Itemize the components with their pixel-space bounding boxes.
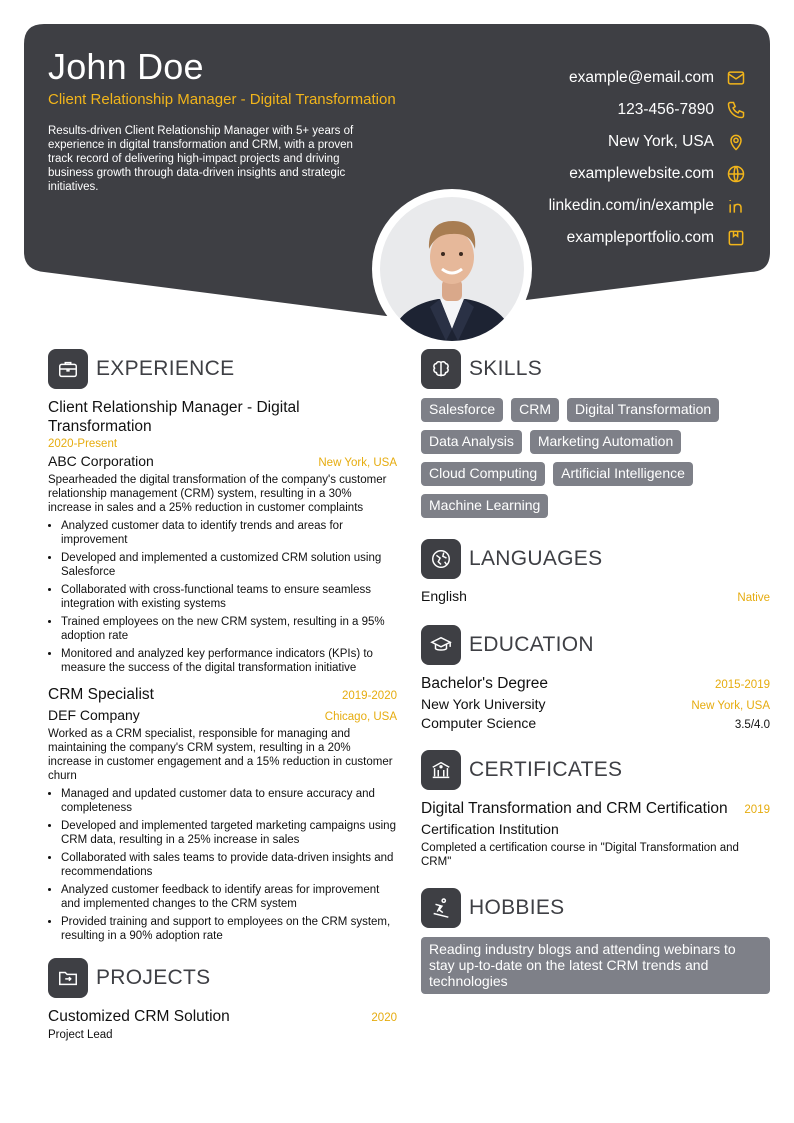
education-entry: [421, 674, 770, 731]
contact-portfolio-text[interactable]: exampleportfolio.com: [566, 229, 714, 246]
hobby-item: Reading industry blogs and attending webinars to stay up-to-date on the latest CRM trends and technologies: [421, 937, 770, 994]
location-icon: [726, 132, 746, 152]
projects-title: PROJECTS: [96, 966, 211, 989]
linkedin-icon: [726, 196, 746, 216]
skills-header: [421, 348, 770, 390]
degree: Bachelor's Degree: [421, 675, 549, 692]
brain-icon: [421, 349, 461, 389]
skill-chip: CRM: [511, 398, 559, 422]
right-column: [421, 348, 770, 994]
certificate-issuer: Certification Institution: [421, 821, 559, 837]
candidate-role: Client Relationship Manager - Digital Transformation: [48, 91, 396, 108]
skiing-icon: [421, 888, 461, 928]
list-item: • Managed and updated customer data to ensure accuracy and completeness: [61, 787, 397, 815]
graduation-cap-icon: [421, 625, 461, 665]
language-name: English: [421, 588, 467, 604]
education-title: EDUCATION: [469, 633, 594, 656]
list-item: • Analyzed customer feedback to identify areas for improvement and implemented changes to the CRM system: [61, 883, 397, 911]
job-bullets: [48, 787, 397, 943]
job-location: New York, USA: [318, 457, 397, 469]
institution-icon: [421, 750, 461, 790]
job-company: DEF Company: [48, 707, 140, 723]
folder-icon: [48, 958, 88, 998]
certificates-title: CERTIFICATES: [469, 758, 623, 781]
portfolio-icon: [726, 228, 746, 248]
contact-email[interactable]: [440, 62, 770, 94]
skills-title: SKILLS: [469, 357, 543, 380]
education-header: [421, 624, 770, 666]
skill-chip: Marketing Automation: [530, 430, 681, 454]
field-of-study: Computer Science: [421, 715, 537, 731]
list-item: • Trained employees on the new CRM system, resulting in a 95% adoption rate: [61, 615, 397, 643]
globe-icon: [726, 164, 746, 184]
contact-website-text[interactable]: examplewebsite.com: [569, 165, 714, 182]
list-item: • Monitored and analyzed key performance indicators (KPIs) to measure the success of the digital transformation initiative: [61, 647, 397, 675]
skills-list: [421, 398, 770, 518]
list-item: • Developed and implemented a customized CRM solution using Salesforce: [61, 551, 397, 579]
projects-header: [48, 957, 397, 999]
experience-entry: [48, 685, 397, 943]
job-title: Client Relationship Manager - Digital Transformation: [48, 399, 300, 435]
project-role: Project Lead: [48, 1029, 113, 1041]
certificates-header: [421, 749, 770, 791]
language-level: Native: [737, 592, 770, 604]
skill-chip: Cloud Computing: [421, 462, 545, 486]
job-dates: 2020-Present: [48, 438, 118, 450]
experience-header: [48, 348, 397, 390]
education-dates: 2015-2019: [715, 679, 770, 691]
gpa: 3.5/4.0: [734, 719, 770, 731]
experience-title: EXPERIENCE: [96, 357, 235, 380]
job-location: Chicago, USA: [324, 711, 397, 723]
contact-email-text[interactable]: example@email.com: [569, 69, 714, 86]
job-dates: 2019-2020: [342, 690, 397, 702]
job-bullets: [48, 519, 397, 675]
project-entry: [48, 1007, 397, 1041]
phone-icon: [726, 100, 746, 120]
list-item: • Collaborated with cross-functional teams to ensure seamless integration with existing systems: [61, 583, 397, 611]
list-item: • Provided training and support to employees on the CRM system, resulting in a 90% adoption rate: [61, 915, 397, 943]
school: New York University: [421, 696, 546, 712]
list-item: • Analyzed customer data to identify trends and areas for improvement: [61, 519, 397, 547]
experience-entry: [48, 398, 397, 675]
certificate-name: Digital Transformation and CRM Certification: [421, 800, 728, 817]
contact-linkedin-text[interactable]: linkedin.com/in/example: [548, 197, 714, 214]
skill-chip: Data Analysis: [421, 430, 522, 454]
language-icon: [421, 539, 461, 579]
certificate-year: 2019: [744, 804, 770, 816]
certificate-entry: [421, 799, 770, 869]
hobbies-header: [421, 887, 770, 929]
certificate-description: Completed a certification course in "Digital Transformation and CRM": [421, 842, 739, 868]
hobbies-title: HOBBIES: [469, 896, 565, 919]
skill-chip: Salesforce: [421, 398, 503, 422]
left-column: [48, 348, 397, 1041]
list-item: • Collaborated with sales teams to provide data-driven insights and recommendations: [61, 851, 397, 879]
project-name: Customized CRM Solution: [48, 1008, 230, 1025]
job-description: Spearheaded the digital transformation of the company's customer relationship management (CRM) system, resulting in a 30% increase in sales and a 25% reduction in customer complaints: [48, 474, 387, 514]
contact-phone-text[interactable]: 123-456-7890: [617, 101, 714, 118]
language-row: [421, 588, 770, 604]
education-location: New York, USA: [691, 700, 770, 712]
languages-title: LANGUAGES: [469, 547, 603, 570]
job-description: Worked as a CRM specialist, responsible for managing and maintaining the company's CRM system, resulting in a 20% increase in customer engagement and a 15% reduction in customer churn: [48, 728, 393, 782]
contact-location: [440, 126, 770, 158]
list-item: • Developed and implemented targeted marketing campaigns using CRM data, resulting in a 25% increase in sales: [61, 819, 397, 847]
skill-chip: Digital Transformation: [567, 398, 719, 422]
job-title: CRM Specialist: [48, 686, 154, 703]
skill-chip: Artificial Intelligence: [553, 462, 693, 486]
project-year: 2020: [371, 1012, 397, 1024]
skill-chip: Machine Learning: [421, 494, 548, 518]
contact-website[interactable]: [440, 158, 770, 190]
profile-summary: Results-driven Client Relationship Manager with 5+ years of experience in digital transformation and CRM, with a proven track record of delivering high-impact projects and driving business growth through data-driven insights and strategic initiatives.: [48, 125, 354, 193]
profile-photo: [380, 197, 524, 341]
candidate-name: John Doe: [48, 46, 204, 87]
mail-icon: [726, 68, 746, 88]
contact-location-text: New York, USA: [608, 133, 714, 150]
contact-phone[interactable]: [440, 94, 770, 126]
languages-header: [421, 538, 770, 580]
briefcase-icon: [48, 349, 88, 389]
job-company: ABC Corporation: [48, 453, 154, 469]
